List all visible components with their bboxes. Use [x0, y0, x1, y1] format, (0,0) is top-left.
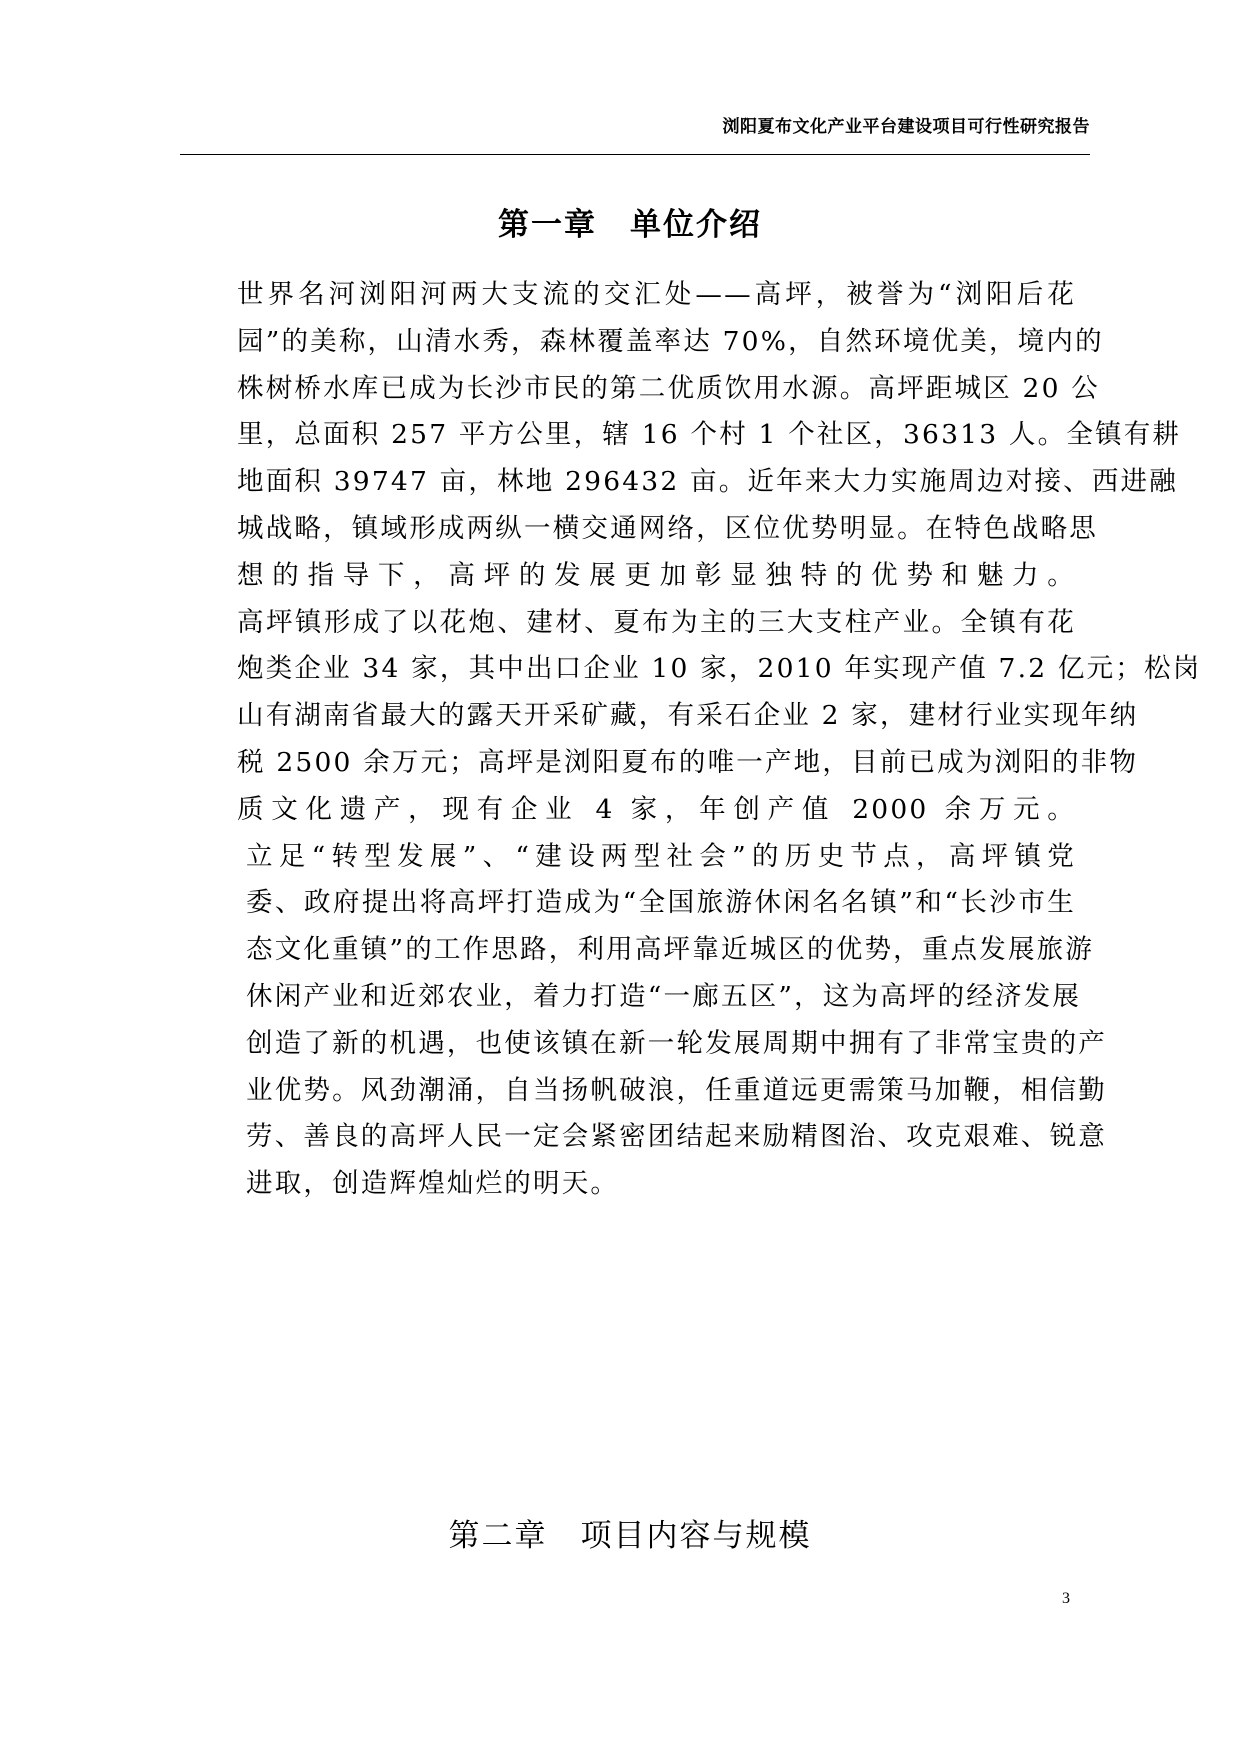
paragraph-line: 里，总面积 257 平方公里，辖 16 个村 1 个社区，36313 人。全镇有耕: [237, 419, 1182, 451]
page-number: 3: [1062, 1590, 1070, 1607]
paragraph-line: 委、政府提出将高坪打造成为“全国旅游休闲名名镇”和“长沙市生: [246, 887, 1076, 919]
paragraph-line: 炮类企业 34 家，其中出口企业 10 家，2010 年实现产值 7.2 亿元；松岗: [237, 653, 1202, 685]
paragraph-1: [184, 272, 1182, 600]
paragraph-line: 世界名河浏阳河两大支流的交汇处——高坪，被誉为“浏阳后花: [237, 279, 1076, 310]
paragraph-line: 想的指导下，高坪的发展更加彰显独特的优势和魅力。: [237, 559, 1076, 591]
paragraph-2: [184, 600, 1202, 834]
paragraph-line: 劳、善良的高坪人民一定会紧密团结起来励精图治、攻克艰难、锐意: [246, 1121, 1107, 1153]
paragraph-line: 山有湖南省最大的露天开采矿藏，有采石企业 2 家，建材行业实现年纳: [237, 700, 1139, 732]
paragraph-line: 态文化重镇”的工作思路，利用高坪靠近城区的优势，重点发展旅游: [246, 934, 1095, 966]
paragraph-line: 业优势。风劲潮涌，自当扬帆破浪，任重道远更需策马加鞭，相信勤: [246, 1074, 1107, 1106]
paragraph-line: 城战略，镇域形成两纵一横交通网络，区位优势明显。在特色战略思: [237, 512, 1098, 544]
paragraph-line: 园”的美称，山清水秀，森林覆盖率达 70%，自然环境优美，境内的: [237, 325, 1104, 357]
chapter-2-title: 第二章 项目内容与规模: [448, 1518, 812, 1554]
chapter-1-title: 第一章 单位介绍: [498, 207, 762, 243]
paragraph-line: 创造了新的机遇，也使该镇在新一轮发展周期中拥有了非常宝贵的产: [246, 1027, 1107, 1059]
paragraph-line: 立足“转型发展”、“建设两型社会”的历史节点，高坪镇党: [246, 840, 1076, 872]
paragraph-3: [184, 834, 1107, 1208]
paragraph-line: 税 2500 余万元；高坪是浏阳夏布的唯一产地，目前已成为浏阳的非物: [237, 746, 1139, 778]
paragraph-line: 质文化遗产，现有企业 4 家，年创产值 2000 余万元。: [237, 793, 1076, 825]
running-header: 浏阳夏布文化产业平台建设项目可行性研究报告: [722, 117, 1090, 137]
header-divider: [180, 154, 1090, 155]
paragraph-line: 高坪镇形成了以花炮、建材、夏布为主的三大支柱产业。全镇有花: [237, 606, 1076, 638]
paragraph-line: 进取，创造辉煌灿烂的明天。: [246, 1168, 620, 1200]
chapter-1-body: [184, 272, 1202, 1208]
paragraph-line: 株树桥水库已成为长沙市民的第二优质饮用水源。高坪距城区 20 公: [237, 372, 1100, 404]
paragraph-line: 休闲产业和近郊农业，着力打造“一廊五区”，这为高坪的经济发展: [246, 980, 1082, 1012]
paragraph-line: 地面积 39747 亩，林地 296432 亩。近年来大力实施周边对接、西进融: [237, 466, 1178, 498]
